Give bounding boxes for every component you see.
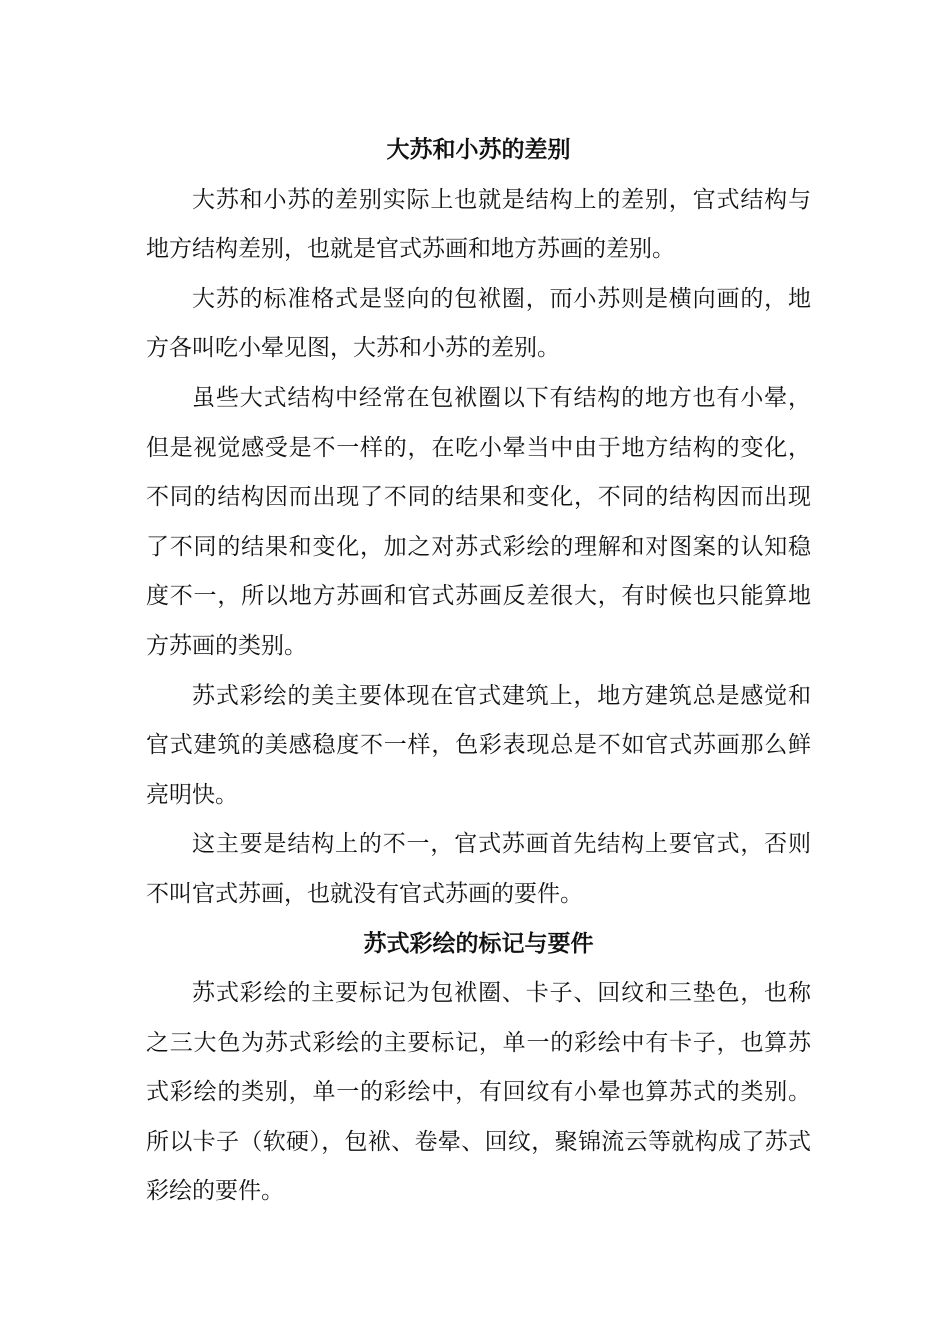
paragraph: 大苏的标准格式是竖向的包袱圈，而小苏则是横向画的，地方各叫吃小晕见图，大苏和小苏的差别。 [146,285,811,362]
document-page [146,126,811,1217]
paragraph: 大苏和小苏的差别实际上也就是结构上的差别，官式结构与地方结构差别，也就是官式苏画和地方苏画的差别。 [146,186,811,263]
paragraph: 苏式彩绘的美主要体现在官式建筑上，地方建筑总是感觉和官式建筑的美感稳度不一样，色彩表现总是不如官式苏画那么鲜亮明快。 [146,682,811,808]
paragraph: 苏式彩绘的主要标记为包袱圈、卡子、回纹和三垫色，也称之三大色为苏式彩绘的主要标记，单一的彩绘中有卡子，也算苏式彩绘的类别，单一的彩绘中，有回纹有小晕也算苏式的类别。所以卡子（软硬），包袱、卷晕、回纹，聚锦流云等就构成了苏式彩绘的要件。 [146,980,811,1205]
section-heading: 苏式彩绘的标记与要件 [363,930,594,957]
paragraph: 这主要是结构上的不一，官式苏画首先结构上要官式，否则不叫官式苏画，也就没有官式苏画的要件。 [146,831,811,907]
paragraph: 虽些大式结构中经常在包袱圈以下有结构的地方也有小晕，但是视觉感受是不一样的，在吃小晕当中由于地方结构的变化，不同的结构因而出现了不同的结果和变化，不同的结构因而出现了不同的结果和变化，加之对苏式彩绘的理解和对图案的认知稳度不一，所以地方苏画和官式苏画反差很大，有时候也只能算地方苏画的类别。 [146,384,811,659]
section-heading: 大苏和小苏的差别 [386,137,571,163]
